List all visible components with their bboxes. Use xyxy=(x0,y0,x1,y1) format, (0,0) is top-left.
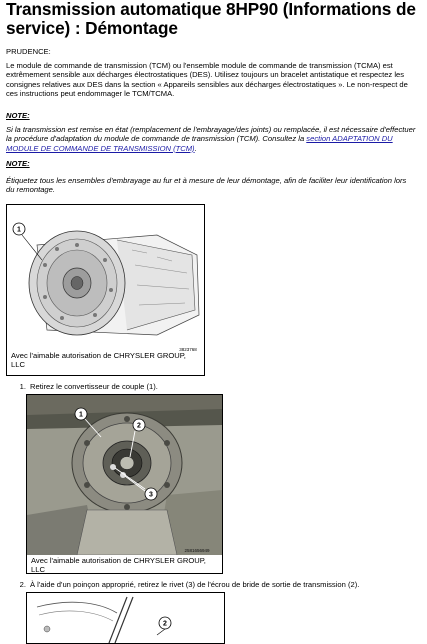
step-2-text: À l'aide d'un poinçon approprié, retirez le rivet (3) de l'écrou de bride de sortie de transmission (2). xyxy=(30,580,360,589)
figure-1-code: 3823768 xyxy=(179,347,197,352)
figure-2-code: 2581656949 xyxy=(184,548,210,553)
step-1 xyxy=(14,382,158,391)
note-text-1-end: . xyxy=(194,143,197,153)
step-1-text: Retirez le convertisseur de couple (1). xyxy=(30,382,158,391)
step-1-number: 1. xyxy=(19,382,26,391)
transmission-illustration xyxy=(7,205,204,355)
page-title: Transmission automatique 8HP90 (Informations de service) : Démontage xyxy=(6,0,416,38)
callout-flange-2: 2 xyxy=(137,422,141,430)
adaptation-tcm-link[interactable]: section ADAPTATION DU MODULE DE COMMANDE DE TRANSMISSION (TCM) xyxy=(6,134,393,153)
prudence-label: PRUDENCE: xyxy=(6,47,51,56)
note-label-1: NOTE: xyxy=(6,111,30,120)
figure-output-flange xyxy=(26,394,223,574)
figure-1-caption: Avec l'aimable autorisation de CHRYSLER GROUP, LLC xyxy=(11,351,186,370)
step-2-number: 2. xyxy=(19,580,26,589)
step-2 xyxy=(14,580,419,589)
note-text-2: Étiquetez tous les ensembles d'embrayage au fur et à mesure de leur démontage, afin de faciliter leur identification lors du remontage. xyxy=(6,176,407,195)
callout-flange-3: 3 xyxy=(149,491,153,499)
figure-torque-converter xyxy=(6,204,205,376)
note-text-1 xyxy=(6,125,416,153)
callout-1: 1 xyxy=(17,226,21,234)
rivet-removal-illustration xyxy=(27,593,224,643)
callout-rivet-2: 2 xyxy=(163,620,167,628)
note-text-1-body: Si la transmission est remise en état (remplacement de l'embrayage/des joints) ou remplacée, il est nécessaire d'effectuer la procédure d'adaptation du module de commande de transmission (TCM). Consultez la xyxy=(6,125,416,144)
figure-2-caption: Avec l'aimable autorisation de CHRYSLER GROUP, LLC xyxy=(31,556,206,574)
figure-rivet-removal xyxy=(26,592,225,644)
callout-flange-1: 1 xyxy=(79,411,83,419)
note-label-2: NOTE: xyxy=(6,159,30,168)
prudence-text: Le module de commande de transmission (TCM) ou l'ensemble module de commande de transmission (TCMA) est extrêmement sensible aux décharges électrostatiques (DES). Utilisez toujours un bracelet antistatique et respectez les consignes relatives aux DES dans la section « Appareils sensibles aux décharges électrostatiques ». Le non-respect de ces instructions peut endommager le TCM/TCMA. xyxy=(6,61,408,99)
output-flange-photo xyxy=(27,395,222,555)
